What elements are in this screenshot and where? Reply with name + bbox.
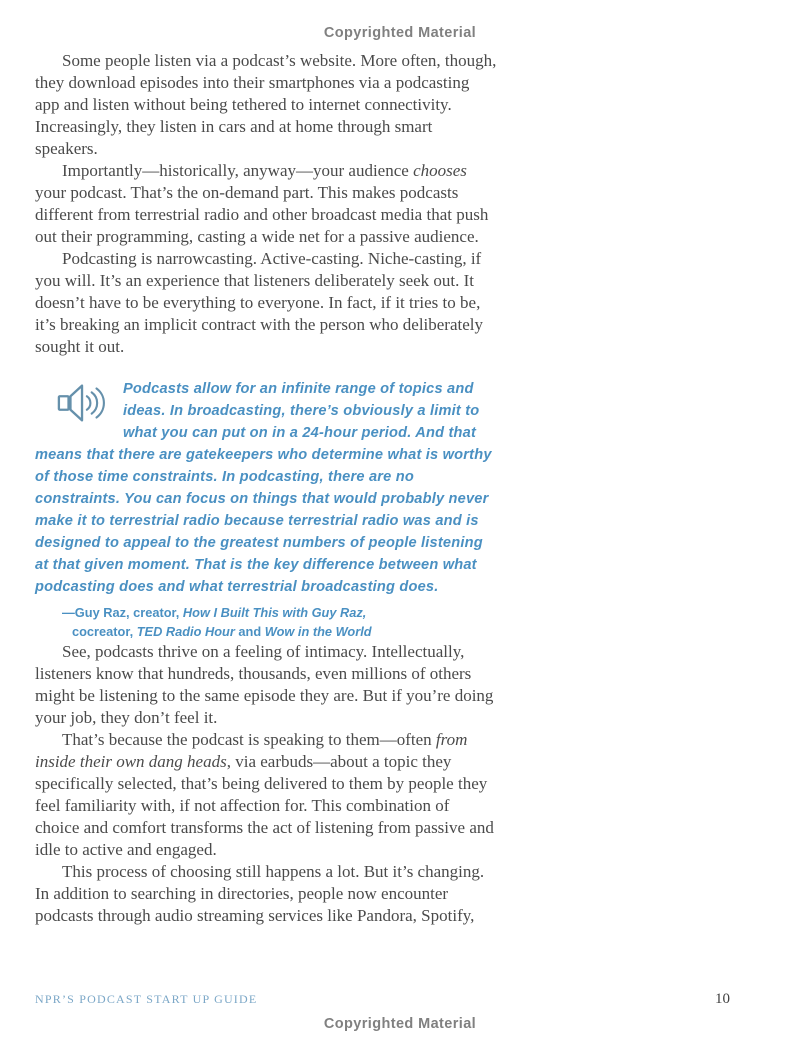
speaker-volume-icon — [56, 380, 110, 442]
body-paragraph: See, podcasts thrive on a feeling of intimacy. Intellectually, listeners know that hundreds, thousands, even millions of others might be listening to the same episode they are. But if you’re doing your job, they don’t feel it. — [35, 642, 494, 727]
body-paragraph: Some people listen via a podcast’s website. More often, though, they download episodes into their smartphones via a podcasting app and listen without being tethered to internet connectivity. Increasingly, they listen in cars and at home through smart speakers. — [35, 51, 497, 158]
pull-quote — [35, 378, 497, 641]
page-footer — [35, 991, 730, 1008]
running-footer-book-title: NPR’S PODCAST START UP GUIDE — [35, 992, 258, 1006]
copyright-watermark-bottom: Copyrighted Material — [323, 1016, 477, 1032]
body-paragraph: That’s because the podcast is speaking to them—often from inside their own dang heads, via earbuds—about a topic they specifically selected, that’s being delivered to them by people they feel familiarity with, if not affection for. This combination of choice and comfort transforms the act of listening from passive and idle to active and engaged. — [35, 730, 494, 859]
quote-attribution — [35, 603, 497, 641]
body-paragraph: Importantly—historically, anyway—your audience chooses your podcast. That’s the on-demand part. This makes podcasts different from terrestrial radio and other broadcast media that push out their programming, casting a wide net for a passive audience. — [35, 161, 489, 246]
body-paragraph: This process of choosing still happens a lot. But it’s changing. In addition to searching in directories, people now encounter podcasts through audio streaming services like Pandora, Spotify, — [35, 862, 485, 925]
page-number: 10 — [715, 991, 730, 1007]
body-paragraph: Podcasting is narrowcasting. Active-casting. Niche-casting, if you will. It’s an experience that listeners deliberately seek out. It doesn’t have to be everything to everyone. In fact, if it tries to be, it’s breaking an implicit contract with the person who deliberately sought it out. — [35, 249, 484, 356]
copyright-watermark-top: Copyrighted Material — [323, 25, 477, 41]
attribution-line: —Guy Raz, creator, How I Built This with Guy Raz, — [62, 605, 367, 620]
pull-quote-body — [35, 378, 497, 598]
attribution-line: cocreator, TED Radio Hour and Wow in the World — [72, 624, 372, 639]
pull-quote-text: Podcasts allow for an infinite range of topics and ideas. In broadcasting, there’s obviously a limit to what you can put on in a 24-hour period. And that means that there are gatekeepers who determine what is worthy of those time constraints. In podcasting, there are no constraints. You can focus on things that would probably never make it to terrestrial radio because terrestrial radio was and is designed to appeal to the greatest numbers of people listening at that given moment. That is the key difference between what podcasting does and what terrestrial broadcasting does. — [35, 381, 492, 595]
page-content — [35, 50, 497, 927]
